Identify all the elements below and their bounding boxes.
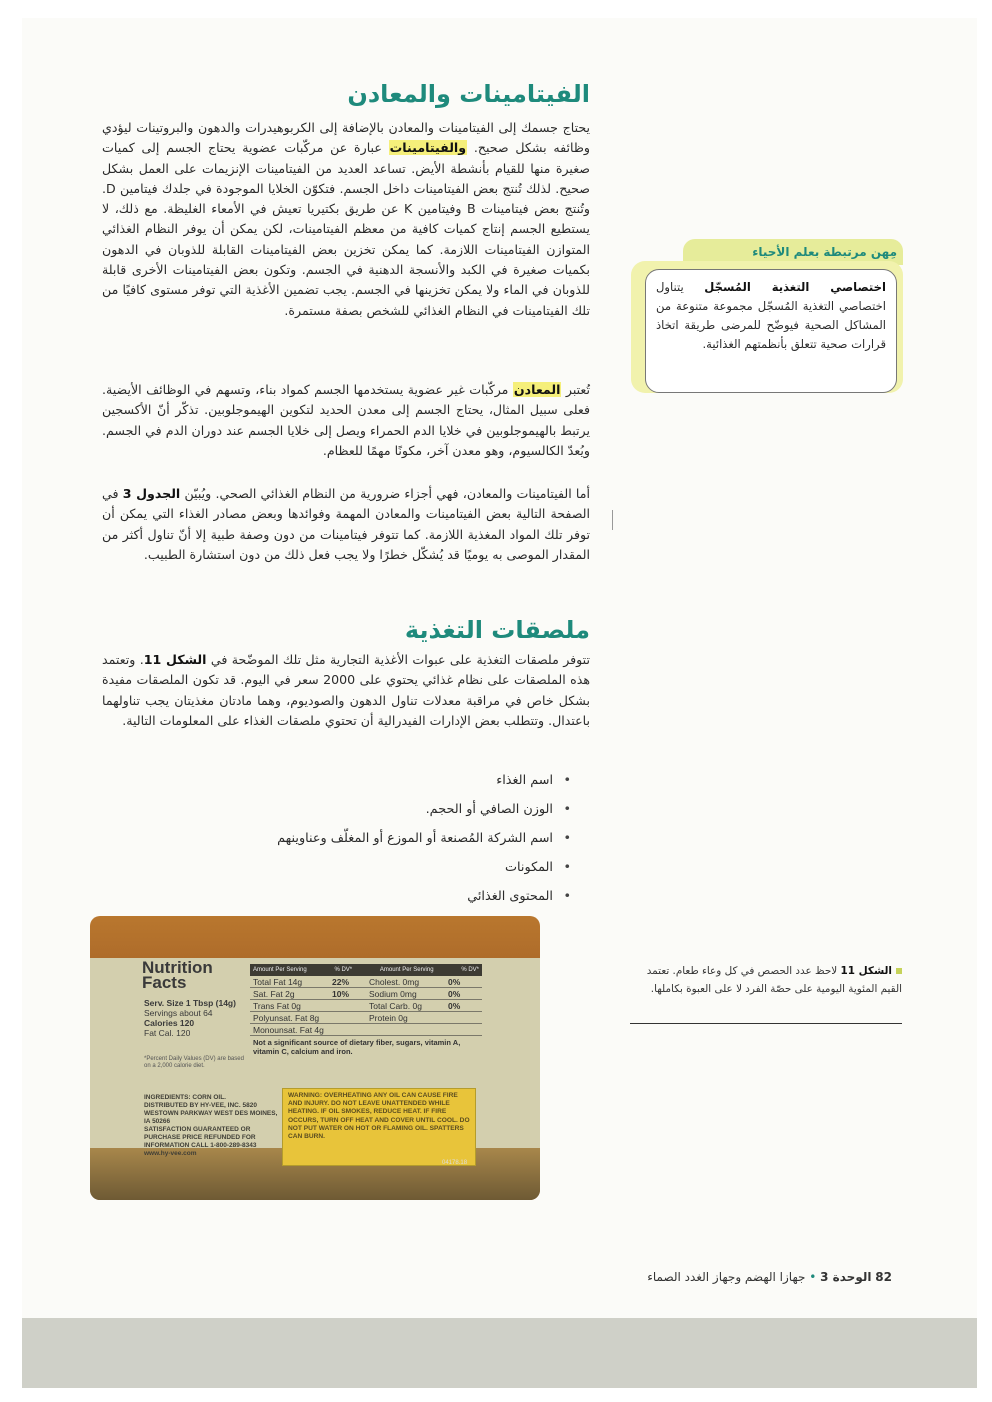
table-cell: Trans Fat 0g	[253, 1000, 301, 1011]
nutrient-table	[250, 964, 482, 1056]
figure-label: الشكل 11	[840, 965, 892, 977]
paragraph-nutrition-labels	[102, 650, 590, 731]
table-cell: Total Carb. 0g	[369, 1000, 422, 1011]
footer-separator: •	[809, 1270, 817, 1284]
list-item: • المكونات	[111, 853, 571, 882]
table-cell: Polyunsat. Fat 8g	[253, 1012, 320, 1023]
servings-per-container: Servings about 64	[144, 1008, 213, 1018]
list-item: • الوزن الصافي أو الحجم.	[111, 795, 571, 824]
header-dv-left: % DV*	[334, 967, 353, 973]
header-amount-left: Amount Per Serving	[253, 967, 307, 973]
paragraph-summary-part-b: في الصفحة التالية بعض الفيتامينات والمعادن المهمة وفوائدها وبعض مصادر الغذاء التي يمكن أن توفر تلك المواد المغذية اللازمة. كما تتوفر فيتامينات من دون وصفة طبية إلا أنّ تناول أكثر من المقدار الموصى به يوميًا قد يُشكّل خطرًا ولا يجب فعل ذلك من دون استشارة الطبيب.	[102, 486, 590, 562]
nutrient-note: Not a significant source of dietary fiber, sugars, vitamin A, vitamin C, calcium and iron.	[253, 1038, 461, 1056]
paragraph-summary-part-a: أما الفيتامينات والمعادن، فهي أجزاء ضرورية من النظام الغذائي الصحي. ويُبيّن	[180, 486, 590, 501]
calories: Calories 120	[144, 1018, 195, 1028]
ingredients: INGREDIENTS: CORN OIL.	[144, 1094, 226, 1101]
nutrition-title-line-1: Nutrition	[142, 958, 213, 977]
product-code: 04178.18	[442, 1160, 468, 1166]
chapter-title: جهازا الهضم وجهاز الغدد الصماء	[647, 1270, 810, 1284]
table-cell: 0%	[448, 976, 461, 987]
table-cell: 0%	[448, 1000, 461, 1011]
warning-box: WARNING: OVERHEATING ANY OIL CAN CAUSE FIRE AND INJURY. DO NOT LEAVE UNATTENDED WHILE HEATING. IF OIL SMOKES, REDUCE HEAT. IF FIRE OCCURS, TURN OFF HEAT AND COVER UNTIL COOL. DO NOT PUT WATER ON HOT OR FLAMING OIL. SPATTERS CAN BURN.	[282, 1088, 476, 1166]
career-box-content	[645, 269, 897, 393]
daily-value-footnote: *Percent Daily Values (DV) are based on a 2,000 calorie diet.	[144, 1056, 244, 1069]
career-title: اختصاصي التغذية المُسجّل	[704, 280, 886, 294]
table-row	[250, 1012, 482, 1024]
nutrient-table-header	[250, 964, 482, 976]
serving-size: Serv. Size 1 Tbsp (14g)	[144, 998, 236, 1008]
table-cell: Protein 0g	[369, 1012, 408, 1023]
guarantee-text: SATISFACTION GUARANTEED OR PURCHASE PRICE REFUNDED FOR INFORMATION CALL 1-800-289-8343 www.hy-vee.com	[144, 1126, 257, 1157]
header-amount-right: Amount Per Serving	[379, 967, 434, 973]
header-dv-right: % DV*	[461, 967, 479, 973]
paragraph-vitamins-part-a: يحتاج جسمك إلى الفيتامينات والمعادن بالإضافة إلى الكربوهيدرات والدهون والبروتينات ليؤدي وظائفه بشكل صحيح.	[102, 120, 590, 156]
table-row	[250, 1024, 482, 1036]
heading-nutrition-labels: ملصقات التغذية	[404, 616, 590, 644]
list-item: • اسم الشركة المُصنعة أو الموزع أو المغلّف وعناوينهم	[111, 824, 571, 853]
table-cell: Sodium 0mg	[369, 988, 417, 999]
keyword-vitamins: والفيتامينات	[389, 140, 467, 156]
figure-reference[interactable]: الشكل 11	[143, 652, 207, 667]
career-tab-title: مِهن مرتبطة بعلم الأحياء	[752, 245, 897, 259]
table-row	[250, 1000, 482, 1012]
page-bottom-margin	[22, 1318, 977, 1388]
label-requirements-list	[111, 766, 571, 911]
distributor-address: DISTRIBUTED BY HY-VEE, INC. 5820 WESTOWN PARKWAY WEST DES MOINES, IA 50266	[144, 1102, 278, 1125]
table-cell: Total Fat 14g	[253, 976, 303, 987]
column-divider	[612, 510, 613, 530]
table-cell: 10%	[332, 988, 350, 999]
table-cell: Monounsat. Fat 4g	[253, 1024, 324, 1035]
nutrition-label-photo	[90, 916, 540, 1200]
paragraph-labels-part-b: . وتعتمد هذه الملصقات على نظام غذائي يحتوي على 2000 سعر في اليوم. قد تكون الملصقات مفيدة بشكل خاص في مراقبة معدلات تناول الدهون والصوديوم، وهما مادتان مغذيتان يجب تناولهما باعتدال. وتتطلب بعض الإدارات الفيدرالية أن تحتوي ملصقات الغذاء على المعلومات التالية.	[102, 652, 590, 728]
paragraph-labels-part-a: تتوفر ملصقات التغذية على عبوات الأغذية التجارية مثل تلك الموضّحة في	[206, 652, 590, 667]
keyword-minerals: المعادن	[513, 382, 561, 397]
career-sidebar	[631, 239, 903, 395]
unit-label: الوحدة 3	[820, 1270, 872, 1284]
paragraph-summary	[102, 484, 590, 565]
table-cell: Cholest. 0mg	[369, 976, 420, 987]
table-cell: 0%	[448, 988, 461, 999]
paragraph-minerals-part-a: تُعتبر	[561, 382, 591, 397]
nutrition-title-line-2: Facts	[142, 973, 187, 992]
table-row	[250, 988, 482, 1000]
distributor-info	[144, 1094, 284, 1158]
table-cell: Sat. Fat 2g	[253, 988, 295, 999]
list-item: • اسم الغذاء	[111, 766, 571, 795]
serving-info	[144, 998, 254, 1038]
table-reference[interactable]: الجدول 3	[122, 486, 181, 501]
figure-caption	[630, 962, 902, 998]
nutrition-facts-title	[142, 960, 213, 990]
caption-marker-icon	[896, 968, 902, 974]
paragraph-vitamins	[102, 118, 590, 321]
page-footer	[647, 1270, 904, 1284]
paragraph-minerals-part-b: مركّبات غير عضوية يستخدمها الجسم كمواد بناء، وتسهم في الوظائف الأيضية. فعلى سبيل المثال، يحتاج الجسم إلى معدن الحديد لتكوين الهيموجلوبين. تذكّر أنّ الأكسجين يرتبط بالهيموجلوبين في خلايا الدم الحمراء ويصل إلى خلايا الجسم عند دوران الدم في الجسم. ويُعدّ الكالسيوم، وهو معدن آخر، مكونًا مهمًا للعظام.	[102, 382, 590, 458]
figure-caption-text: لاحظ عدد الحصص في كل وعاء طعام. تعتمد القيم المئوية اليومية على حصّة الفرد لا على العبوة بكاملها.	[646, 965, 902, 995]
list-item: • المحتوى الغذائي	[111, 882, 571, 911]
table-cell: 22%	[332, 976, 350, 987]
career-description: يتناول اختصاصي التغذية المُسجّل مجموعة متنوعة من المشاكل الصحية فيوضّح للمرضى طريقة اتخاذ قرارات صحية تتعلق بأنظمتهم الغذائية.	[656, 280, 886, 351]
table-row	[250, 976, 482, 988]
fat-calories: Fat Cal. 120	[144, 1028, 191, 1038]
page-number: 82	[875, 1270, 892, 1284]
heading-vitamins-minerals: الفيتامينات والمعادن	[347, 80, 590, 108]
paragraph-minerals	[102, 380, 590, 461]
paragraph-vitamins-part-b: عبارة عن مركّبات عضوية يحتاج الجسم إلى كميات صغيرة منها للقيام بأنشطة الأيض. تساعد العديد من الفيتامينات الإنزيمات على العمل بشكل صحيح. لذلك تُنتج بعض الفيتامينات داخل الجسم. فتكوّن الخلايا الموجودة في جلدك فيتامين D. وتُنتج بعض فيتامينات B وفيتامين K عن طريق بكتيريا تعيش في الأمعاء الغليظة. مع ذلك، لا يستطيع الجسم إنتاج كميات كافية من معظم الفيتامينات، لكن يمكن أن يوفر النظام الغذائي المتوازن الفيتامينات اللازمة. كما يمكن تخزين بعض الفيتامينات القابلة للذوبان في الدهون بكميات صغيرة في الكبد والأنسجة الدهنية في الجسم. وتكون بعض الفيتامينات الأخرى قابلة للذوبان في الماء ولا يمكن تخزينها في الجسم. يجب تضمين الأغذية التي توفر مستوى كافيًا من تلك الفيتامينات في النظام الغذائي للشخص بصفة مستمرة.	[102, 140, 590, 318]
caption-rule	[630, 1023, 902, 1024]
